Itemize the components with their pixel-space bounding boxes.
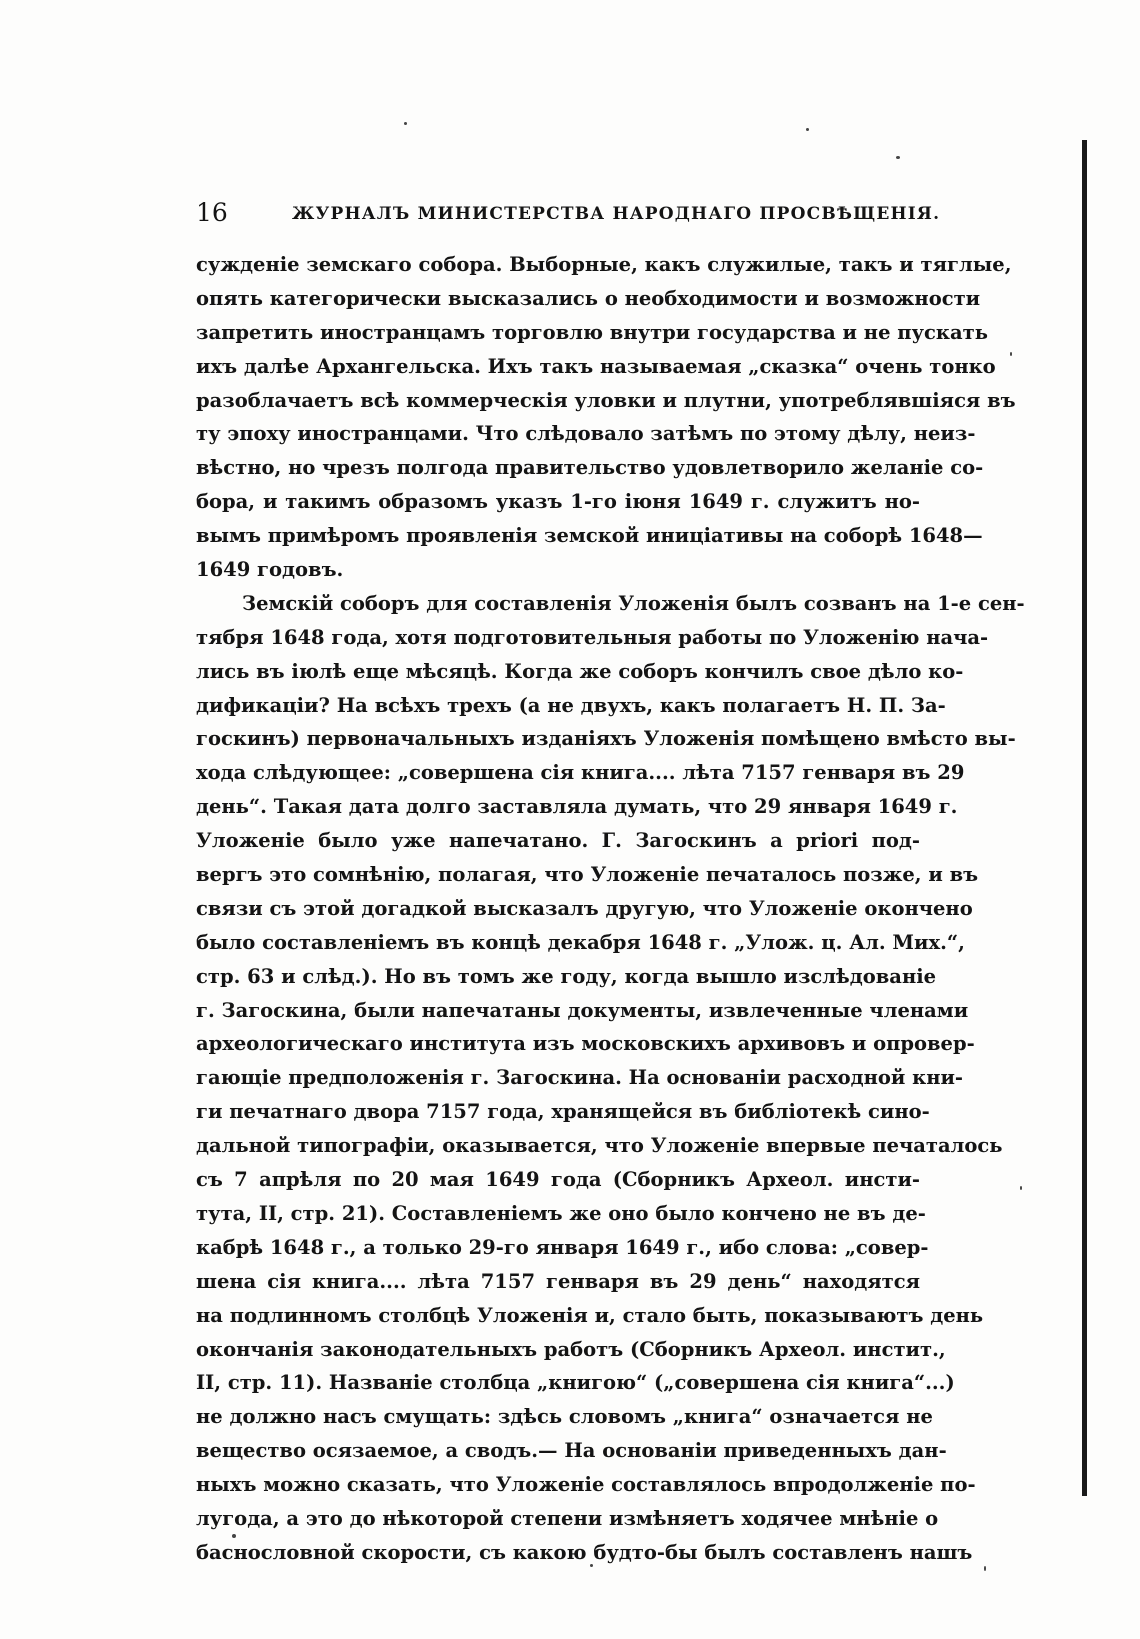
body-text (196, 248, 1025, 1570)
running-title: ЖУРНАЛЪ МИНИСТЕРСТВА НАРОДНАГО ПРОСВѢЩЕНІЯ. (292, 204, 941, 224)
scan-speck (806, 128, 809, 131)
text-line: опять категорически высказались о необходимости и возможности (196, 286, 981, 310)
text-line: разоблачаетъ всѣ коммерческія уловки и плутни, употреблявшіяся въ (196, 388, 1016, 412)
text-line: вещество осязаемое, а сводъ.— На основаніи приведенныхъ дан- (196, 1439, 947, 1463)
page-header (196, 196, 941, 230)
text-line: не должно насъ смущать: здѣсь словомъ „книга“ означается не (196, 1405, 933, 1429)
scan-edge-rule (1082, 140, 1087, 1496)
text-line: шена сія книга.... лѣта 7157 генваря въ 29 день“ находятся (196, 1269, 920, 1293)
text-line: дальной типографіи, оказывается, что Уложеніе впервые печаталось (196, 1134, 1003, 1158)
text-line: дификаціи? На всѣхъ трехъ (а не двухъ, какъ полагаетъ Н. П. За- (196, 693, 946, 717)
text-line: окончанія законодательныхъ работъ (Сборникъ Археол. инстит., (196, 1337, 946, 1361)
scan-speck (984, 1566, 986, 1571)
scan-speck (1010, 352, 1012, 356)
text-line: ныхъ можно сказать, что Уложеніе составлялось впродолженіе по- (196, 1473, 976, 1497)
text-line: день“. Такая дата долго заставляла думать, что 29 января 1649 г. (196, 795, 958, 819)
text-line: госкинъ) первоначальныхъ изданіяхъ Уложенія помѣщено вмѣсто вы- (196, 727, 1016, 751)
text-line: гающіе предположенія г. Загоскина. На основаніи расходной кни- (196, 1066, 964, 1090)
text-line: вѣстно, но чрезъ полгода правительство удовлетворило желаніе со- (196, 456, 984, 480)
text-line: сужденіе земскаго собора. Выборные, какъ служилые, такъ и тяглые, (196, 253, 1012, 276)
text-line: лись въ іюлѣ еще мѣсяцѣ. Когда же соборъ кончилъ свое дѣло ко- (196, 659, 964, 683)
text-line: съ 7 апрѣля по 20 мая 1649 года (Сборникъ Археол. инсти- (196, 1168, 920, 1192)
text-line: вергъ это сомнѣнію, полагая, что Уложеніе печаталось позже, и въ (196, 863, 979, 887)
text-line: ихъ далѣе Архангельска. Ихъ такъ называемая „сказка“ очень тонко (196, 354, 996, 378)
text-line: II, стр. 11). Названіе столбца „книгою“ („совершена сія книга“...) (196, 1371, 955, 1395)
text-line: связи съ этой догадкой высказалъ другую, что Уложеніе окончено (196, 896, 973, 920)
text-line: тября 1648 года, хотя подготовительныя работы по Уложенію нача- (196, 625, 989, 649)
text-line: стр. 63 и слѣд.). Но въ томъ же году, когда вышло изслѣдованіе (196, 964, 937, 988)
paragraph-start-line: Земскій соборъ для составленія Уложенія былъ созванъ на 1-е сен- (242, 591, 1025, 615)
scan-speck (1020, 1186, 1022, 1190)
text-line: баснословной скорости, съ какою будто-бы былъ составленъ нашъ (196, 1540, 973, 1564)
text-line: лугода, а это до нѣкоторой степени измѣняетъ ходячее мнѣніе о (196, 1506, 939, 1530)
scan-speck (590, 1564, 593, 1567)
text-line: тута, II, стр. 21). Составленіемъ же оно было кончено не въ де- (196, 1201, 926, 1225)
text-line: археологическаго института изъ московскихъ архивовъ и опровер- (196, 1032, 975, 1056)
text-line: бора, и такимъ образомъ указъ 1-го іюня 1649 г. служитъ но- (196, 490, 920, 514)
text-line: ту эпоху иностранцами. Что слѣдовало затѣмъ по этому дѣлу, неиз- (196, 422, 976, 446)
text-line: г. Загоскина, были напечатаны документы, извлеченные членами (196, 998, 969, 1022)
page-number: 16 (196, 198, 228, 227)
text-line: 1649 годовъ. (196, 558, 344, 582)
text-line: Уложеніе было уже напечатано. Г. Загоскинъ a priori под- (196, 829, 920, 853)
text-line: было составленіемъ въ концѣ декабря 1648 г. „Улож. ц. Ал. Мих.“, (196, 930, 965, 954)
scan-speck (404, 122, 407, 125)
scan-speck (896, 156, 900, 159)
text-line: вымъ примѣромъ проявленія земской иниціативы на соборѣ 1648— (196, 524, 983, 548)
scan-speck (232, 1534, 236, 1538)
text-line: на подлинномъ столбцѣ Уложенія и, стало быть, показываютъ день (196, 1303, 984, 1327)
text-line: ги печатнаго двора 7157 года, хранящейся въ библіотекѣ сино- (196, 1100, 930, 1124)
text-line: запретить иностранцамъ торговлю внутри государства и не пускать (196, 320, 988, 344)
text-line: хода слѣдующее: „совершена сія книга.... лѣта 7157 генваря въ 29 (196, 761, 965, 785)
text-line: кабрѣ 1648 г., а только 29-го января 1649 г., ибо слова: „совер- (196, 1235, 929, 1259)
